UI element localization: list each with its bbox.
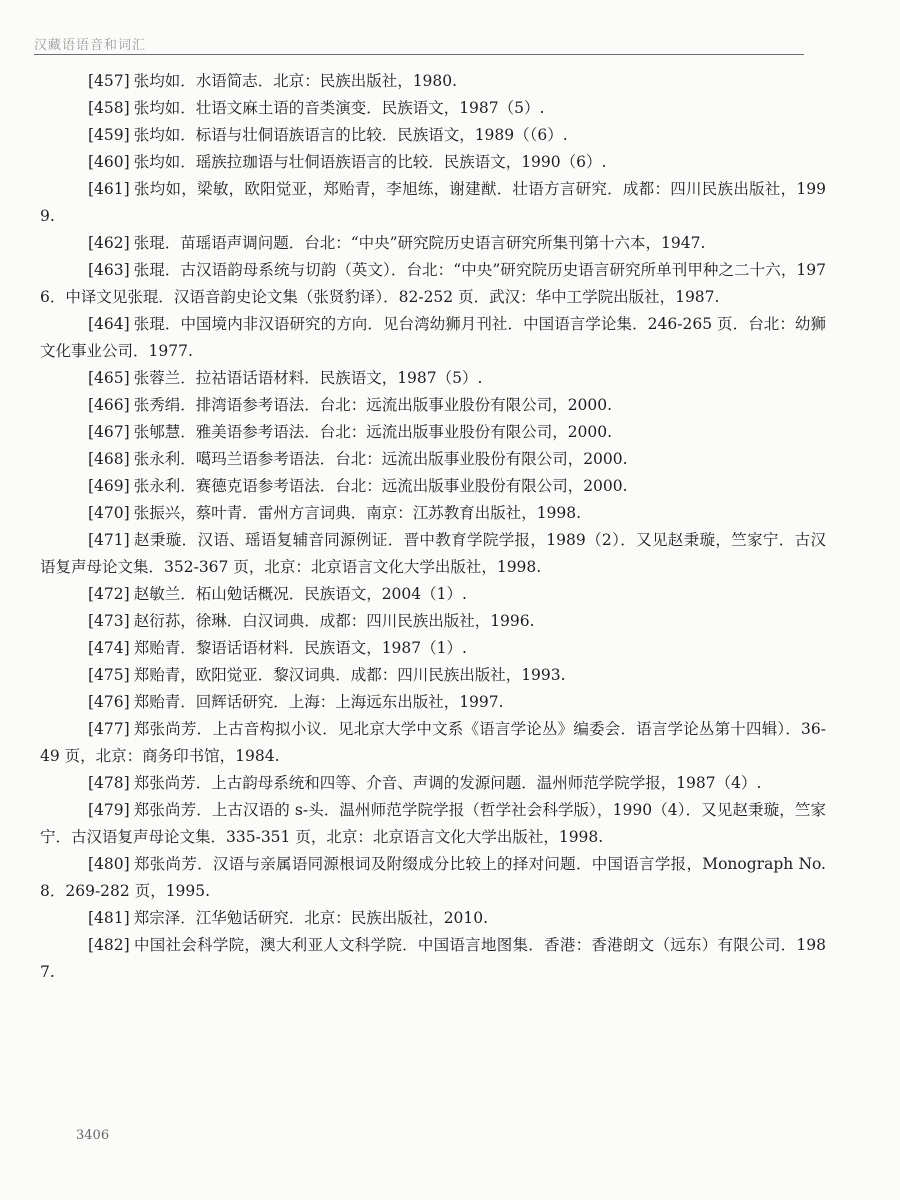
reference-entry [40,770,826,797]
reference-number: [481] [88,909,130,927]
reference-entry [40,581,826,608]
reference-entry [40,176,826,230]
page-number: 3406 [76,1128,110,1143]
reference-number: [463] [88,261,130,279]
reference-entry [40,95,826,122]
reference-text: 张振兴，蔡叶青．雷州方言词典．南京：江苏教育出版社，1998. [133,504,582,522]
reference-entry [40,365,826,392]
reference-text: 郑张尚芳．汉语与亲属语同源根词及附缀成分比较上的择对问题．中国语言学报，Monograph No.8．269-282 页，1995. [40,855,826,900]
reference-number: [461] [88,180,130,198]
running-head: 汉藏语语音和词汇 [34,38,147,53]
reference-text: 张琨．中国境内非汉语研究的方向．见台湾幼狮月刊社．中国语言学论集．246-265 页．台北：幼狮文化事业公司．1977. [40,315,826,360]
reference-text: 张均如．壮语文麻土语的音类演变．民族语文，1987（5）. [133,99,545,117]
reference-entry [40,311,826,365]
reference-text: 张均如．瑶族拉珈语与壮侗语族语言的比较．民族语文，1990（6）. [133,153,607,171]
reference-number: [464] [88,315,130,333]
reference-text: 郑张尚芳．上古韵母系统和四等、介音、声调的发源问题．温州师范学院学报，1987（4）. [133,774,762,792]
reference-list [40,68,826,986]
reference-text: 张永利．赛德克语参考语法．台北：远流出版事业股份有限公司，2000. [133,477,628,495]
reference-text: 赵敏兰．柘山勉话概况．民族语文，2004（1）. [133,585,467,603]
reference-number: [478] [88,774,130,792]
reference-number: [482] [88,936,130,954]
reference-text: 张均如．标语与壮侗语族语言的比较．民族语文，1989（（6）. [133,126,568,144]
reference-entry [40,689,826,716]
reference-text: 郑贻青．黎语话语材料．民族语文，1987（1）. [133,639,467,657]
reference-entry [40,905,826,932]
reference-entry [40,392,826,419]
reference-number: [477] [88,720,130,738]
reference-entry [40,635,826,662]
reference-number: [470] [88,504,130,522]
reference-number: [466] [88,396,130,414]
reference-entry [40,797,826,851]
reference-entry [40,851,826,905]
reference-number: [476] [88,693,130,711]
reference-text: 张琨．苗瑶语声调问题．台北：“中央”研究院历史语言研究所集刊第十六本，1947. [133,234,706,252]
reference-number: [472] [88,585,130,603]
reference-entry [40,257,826,311]
reference-number: [465] [88,369,130,387]
reference-entry [40,419,826,446]
reference-number: [467] [88,423,130,441]
reference-text: 郑贻青，欧阳觉亚．黎汉词典．成都：四川民族出版社，1993. [133,666,566,684]
reference-number: [457] [88,72,130,90]
reference-text: 张蓉兰．拉祜语话语材料．民族语文，1987（5）. [133,369,483,387]
reference-entry [40,716,826,770]
reference-text: 张秀绢．排湾语参考语法．台北：远流出版事业股份有限公司，2000. [133,396,613,414]
reference-number: [474] [88,639,130,657]
reference-number: [480] [88,855,130,873]
reference-number: [479] [88,801,130,819]
reference-entry [40,68,826,95]
reference-text: 张永利．噶玛兰语参考语法．台北：远流出版事业股份有限公司，2000. [133,450,628,468]
reference-entry [40,608,826,635]
reference-text: 郑宗泽．江华勉话研究．北京：民族出版社，2010. [133,909,489,927]
reference-text: 张均如，梁敏，欧阳觉亚，郑贻青，李旭练，谢建猷．壮语方言研究．成都：四川民族出版社，1999. [40,180,826,225]
reference-entry [40,230,826,257]
reference-text: 郑张尚芳．上古汉语的 s-头．温州师范学院学报（哲学社会科学版），1990（4）．又见赵秉璇，竺家宁．古汉语复声母论文集．335-351 页，北京：北京语言文化大学出版社，1998. [40,801,826,846]
reference-entry [40,122,826,149]
reference-number: [460] [88,153,130,171]
reference-entry [40,446,826,473]
reference-number: [458] [88,99,130,117]
reference-entry [40,149,826,176]
reference-entry [40,932,826,986]
reference-text: 郑贻青．回辉话研究．上海：上海远东出版社，1997. [133,693,504,711]
reference-number: [473] [88,612,130,630]
reference-entry [40,662,826,689]
reference-number: [471] [88,531,130,549]
reference-number: [459] [88,126,130,144]
reference-text: 张均如．水语简志．北京：民族出版社，1980. [133,72,458,90]
reference-text: 张琨．古汉语韵母系统与切韵（英文）．台北：“中央”研究院历史语言研究所单刊甲种之二十六，1976．中译文见张琨．汉语音韵史论文集（张贤豹译）．82-252 页．武汉：华中工学院出版社，1987. [40,261,826,306]
reference-text: 中国社会科学院，澳大利亚人文科学院．中国语言地图集．香港：香港朗文（远东）有限公司．1987. [40,936,826,981]
reference-number: [462] [88,234,130,252]
reference-text: 张郇慧．雅美语参考语法．台北：远流出版事业股份有限公司，2000. [133,423,613,441]
reference-entry [40,473,826,500]
reference-number: [468] [88,450,130,468]
reference-number: [475] [88,666,130,684]
reference-number: [469] [88,477,130,495]
header-rule [34,54,804,55]
reference-text: 赵衍荪，徐琳．白汉词典．成都：四川民族出版社，1996. [133,612,535,630]
reference-text: 赵秉璇．汉语、瑶语复辅音同源例证．晋中教育学院学报，1989（2）．又见赵秉璇，竺家宁．古汉语复声母论文集．352-367 页，北京：北京语言文化大学出版社，1998. [40,531,826,576]
reference-entry [40,500,826,527]
reference-entry [40,527,826,581]
reference-text: 郑张尚芳．上古音构拟小议．见北京大学中文系《语言学论丛》编委会．语言学论丛第十四辑）．36-49 页，北京：商务印书馆，1984. [40,720,826,765]
